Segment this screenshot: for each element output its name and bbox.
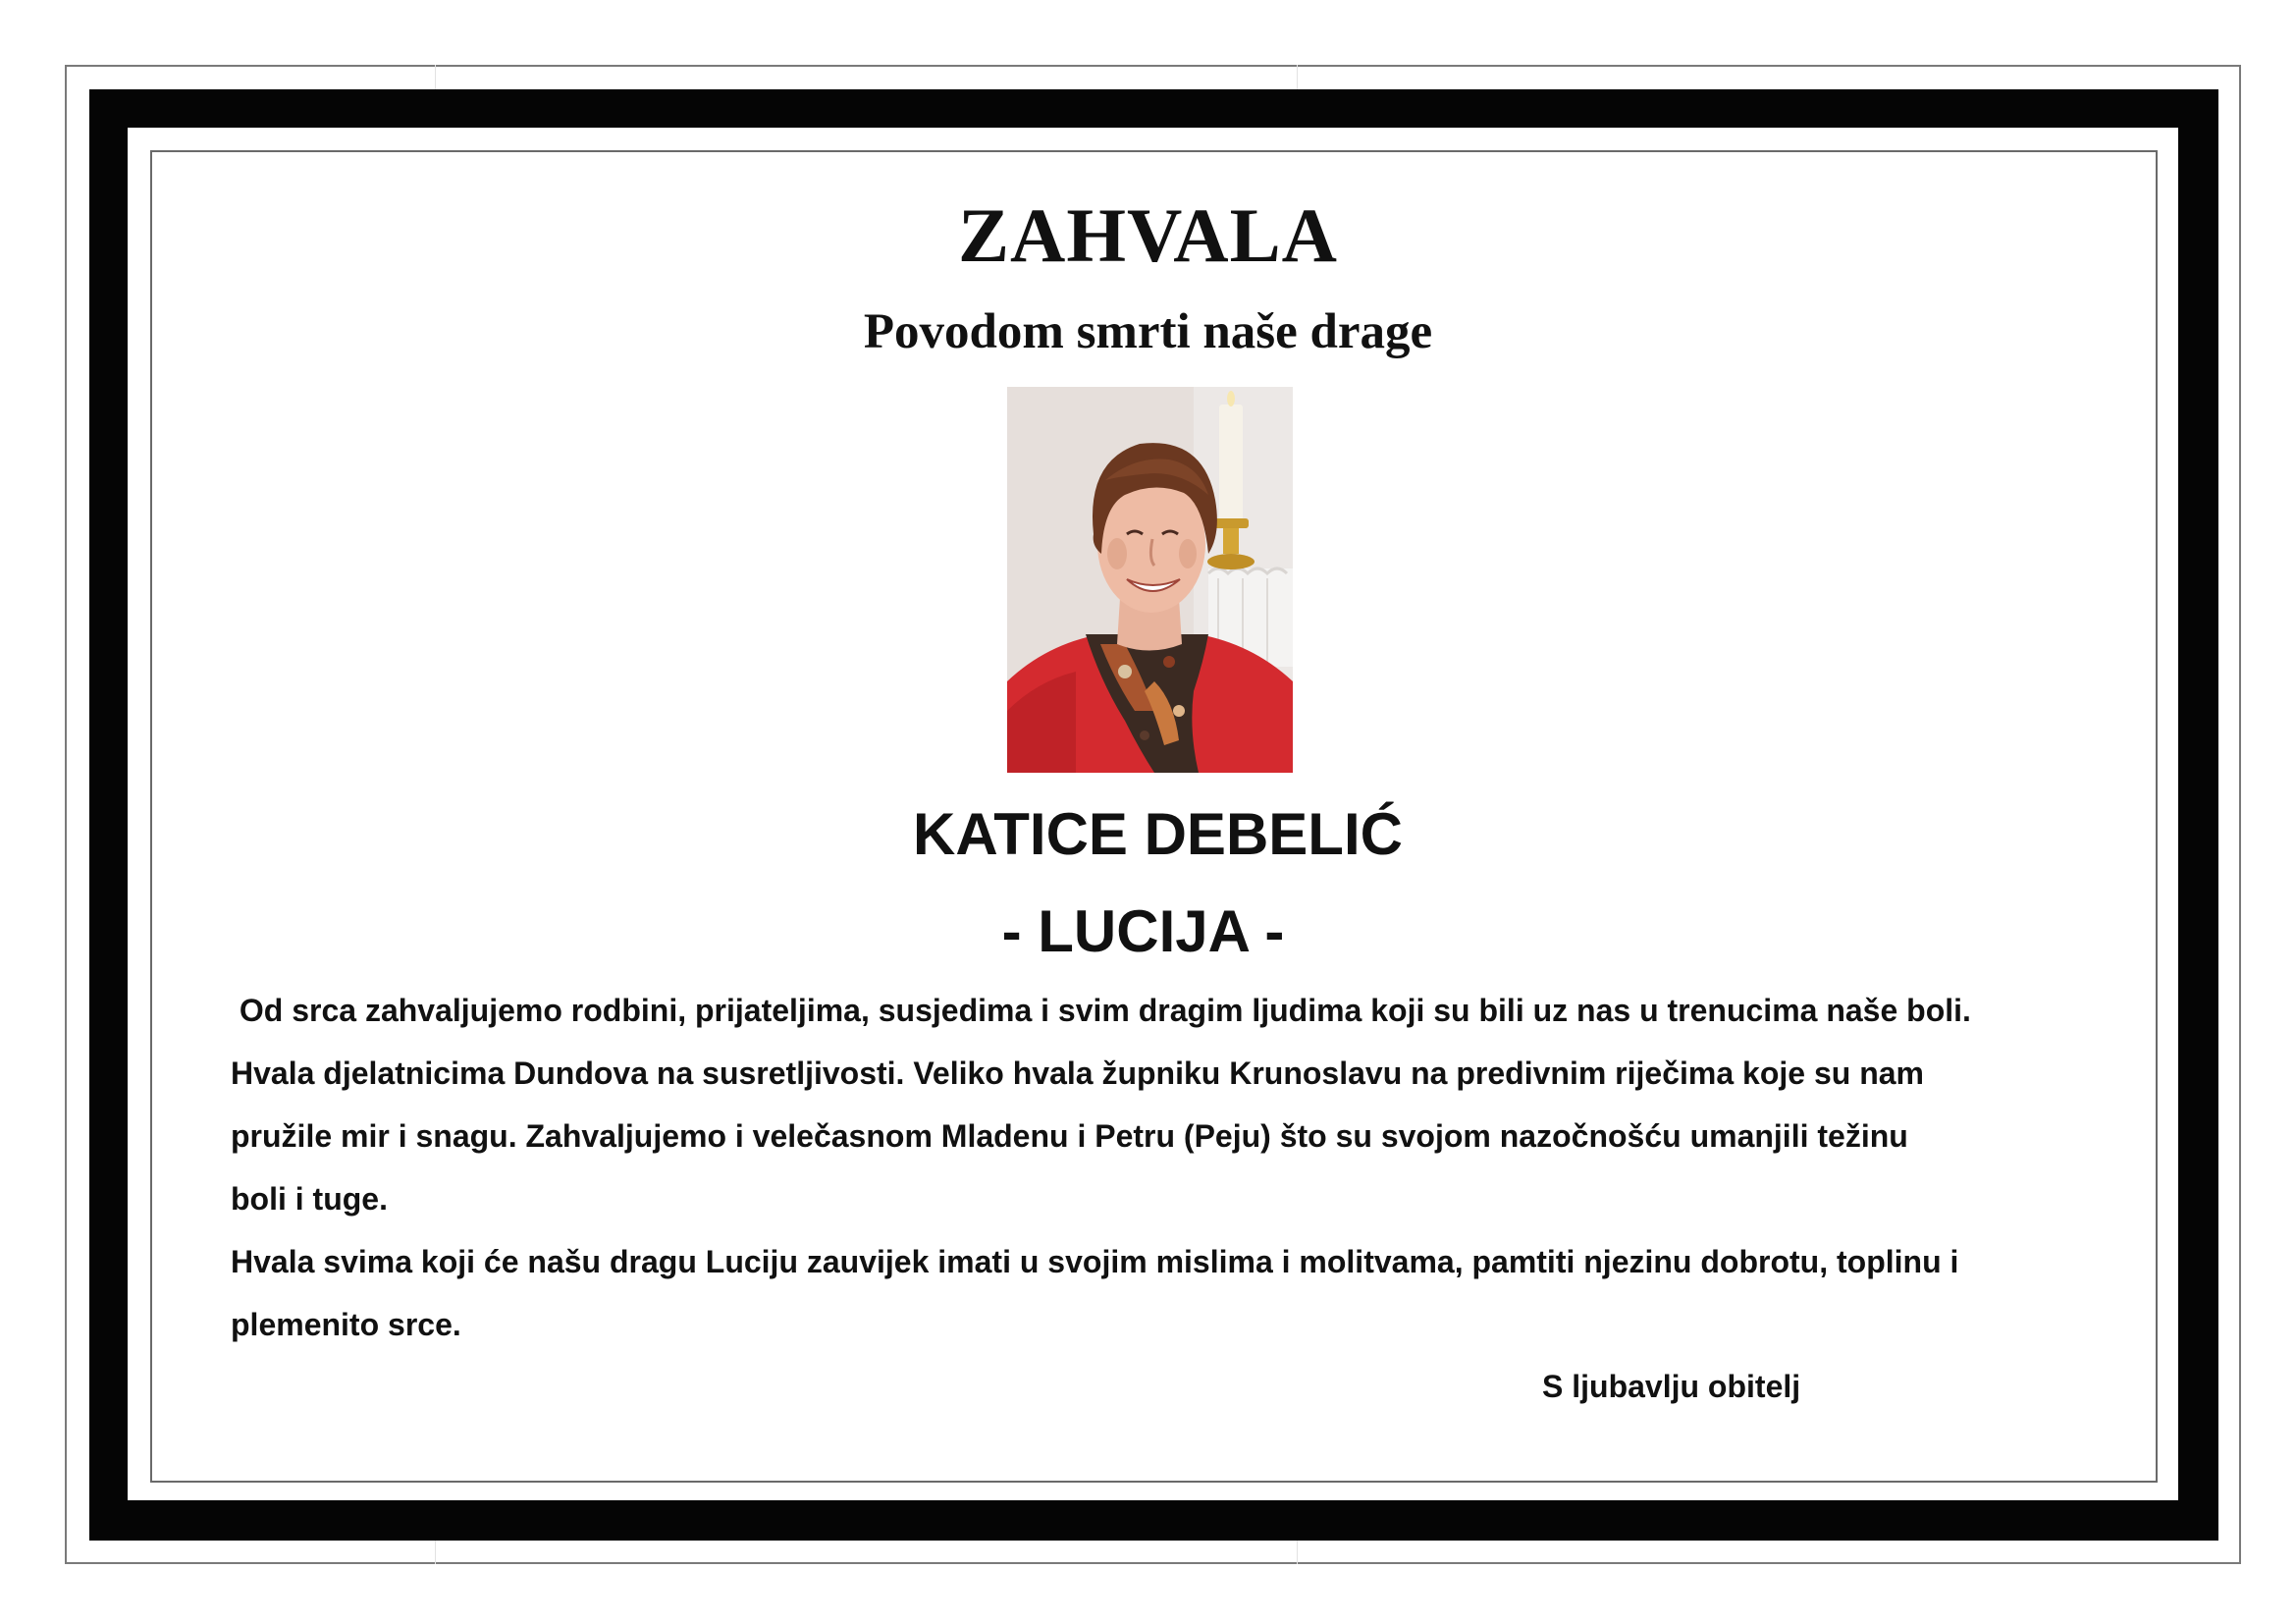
body-line: Od srca zahvaljujemo rodbini, prijateljima, susjedima i svim dragim ljudima koji su bili uz nas u trenucima naše boli. [231, 993, 1971, 1028]
signature: S ljubavlju obitelj [1542, 1369, 1801, 1404]
body-line: boli i tuge. [231, 1181, 388, 1217]
notice-subtitle: Povodom smrti naše drage [863, 304, 1433, 359]
guide-line [435, 1541, 436, 1564]
guide-line [1297, 65, 1298, 89]
body-line: Hvala svima koji će našu dragu Luciju zauvijek imati u svojim mislima i molitvama, pamtiti njezinu dobrotu, toplinu i [231, 1244, 1959, 1279]
portrait-photo [1007, 387, 1293, 773]
deceased-nickname: - LUCIJA - [1001, 898, 1285, 964]
body-line: plemenito srce. [231, 1307, 461, 1342]
guide-line [1297, 1541, 1298, 1564]
body-line: pružile mir i snagu. Zahvaljujemo i velečasnom Mladenu i Petru (Peju) što su svojom nazočnošću umanjili težinu [231, 1118, 1908, 1154]
body-line: Hvala djelatnicima Dundova na susretljivosti. Veliko hvala župniku Krunoslavu na predivnim riječima koje su nam [231, 1056, 1924, 1091]
guide-line [435, 65, 436, 89]
notice-title: ZAHVALA [958, 192, 1338, 278]
deceased-name: KATICE DEBELIĆ [913, 801, 1403, 867]
